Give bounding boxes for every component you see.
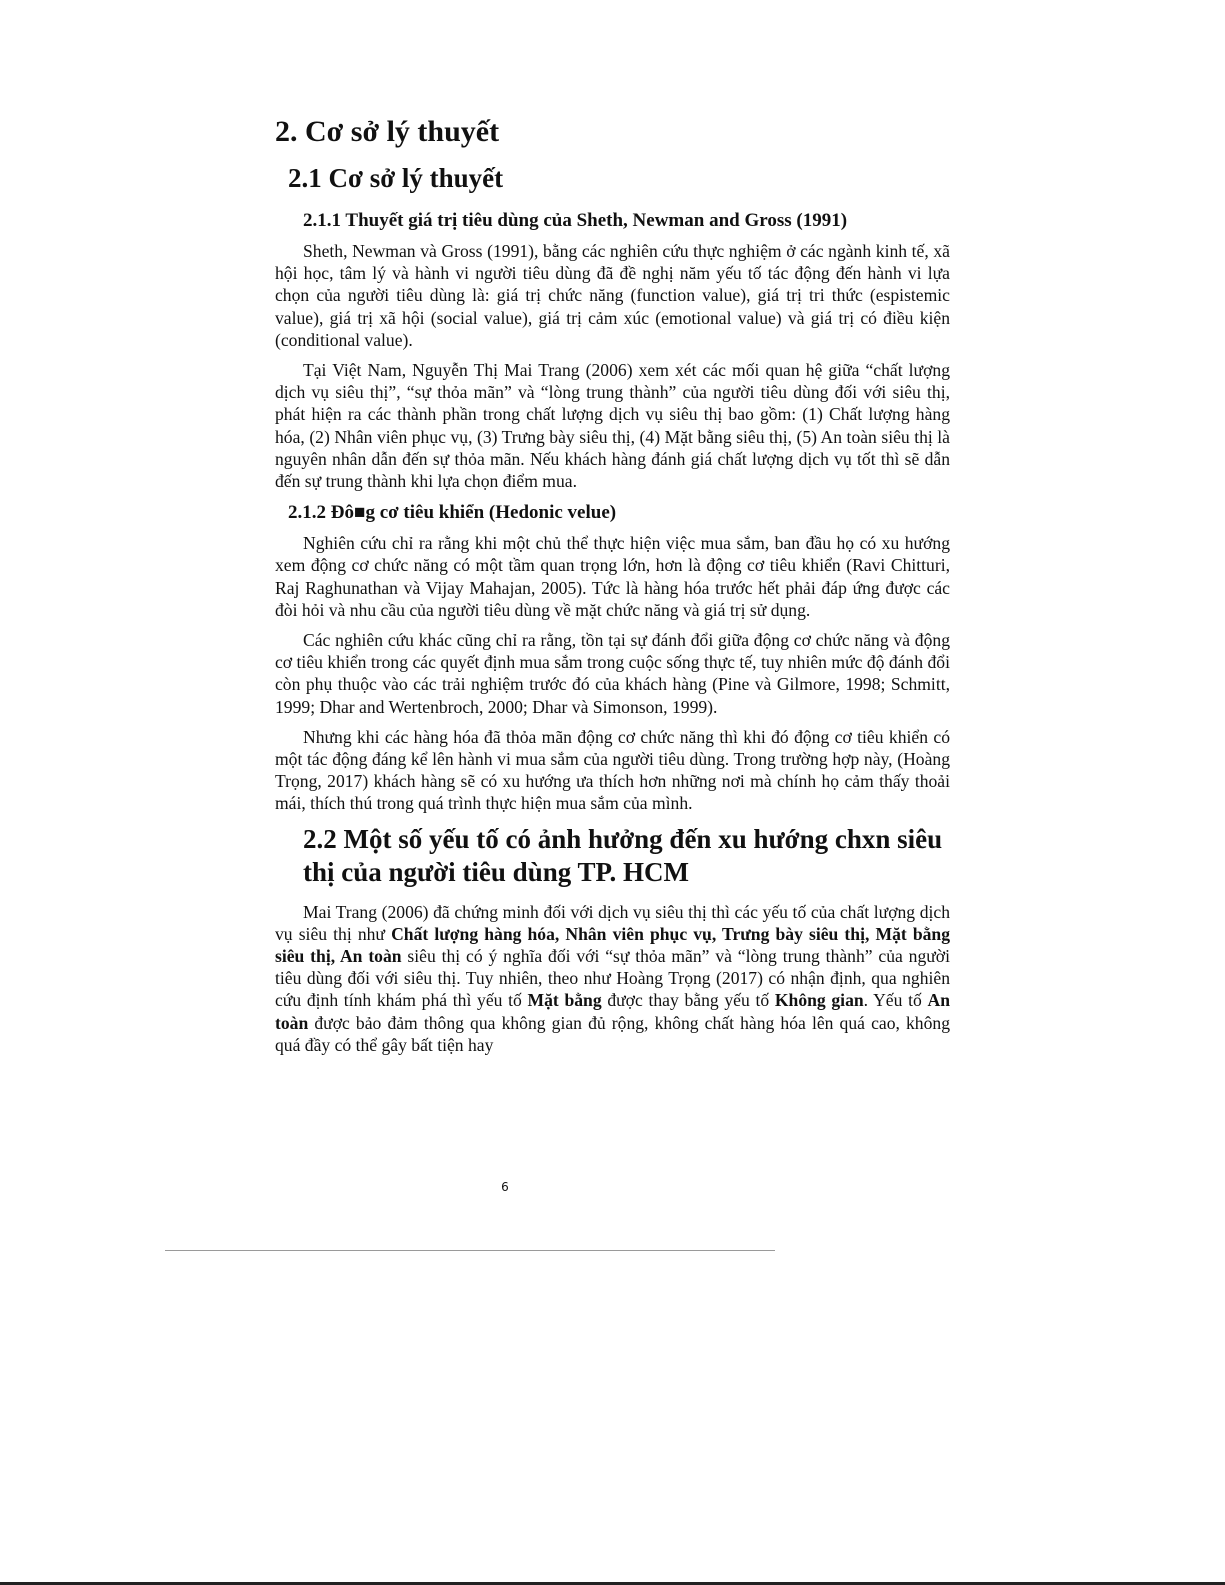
paragraph-factors-bold-1: Chất lượng hàng hóa, Nhân viên phục vụ, Trưng bày siêu thị, Mặt bằng siêu thị, An toàn [275,923,951,967]
paragraph-hedonic-2: Các nghiên cứu khác cũng chỉ ra rằng, tồn tại sự đánh đổi giữa động cơ chức năng và động cơ tiêu khiển trong các quyết định mua sắm trong cuộc sống thực tế, tuy nhiên mức độ đánh đổi còn phụ thuộc vào các trải nghiệm trước đó của khách hàng (Pine và Gilmore, 1998; Schmitt, 1999; Dhar and Wertenbroch, 2000; Dhar và Simonson, 1999). [275,630,950,717]
paragraph-sheth-theory: Sheth, Newman và Gross (1991), bằng các nghiên cứu thực nghiệm ở các ngành kinh tế, xã hội học, tâm lý và hành vi người tiêu dùng đã đề nghị năm yếu tố tác động đến hành vi lựa chọn của người tiêu dùng là: giá trị chức năng (function value), giá trị tri thức (espistemic value), giá trị xã hội (social value), giá trị cảm xúc (emotional value) và giá trị có điều kiện (conditional value). [275,241,950,350]
page-content [275,112,950,1064]
paragraph-factors-text-1: Mai Trang (2006) đã chứng minh đối với dịch vụ siêu thị thì các yếu tố của chất lượng dịch vụ siêu thị như [275,901,950,944]
page-number: 6 [501,1180,509,1194]
paragraph-hedonic-3: Nhưng khi các hàng hóa đã thỏa mãn động cơ chức năng thì khi đó động cơ tiêu khiển có một tác động đáng kể lên hành vi mua sắm của người tiêu dùng. Trong trường hợp này, (Hoàng Trọng, 2017) khách hàng sẽ có xu hướng ưa thích hơn những nơi mà chính họ cảm thấy thoải mái, thích thú trong quá trình thực hiện mua sắm của mình. [275,726,950,814]
paragraph-factors-text-2: siêu thị có ý nghĩa đối với “sự thỏa mãn” và “lòng trung thành” của người tiêu dùng đối với siêu thị. Tuy nhiên, theo như Hoàng Trọng (2017) có nhận định, qua nghiên cứu định tính khám phá thì yếu tố [275,946,951,1011]
paragraph-factors-bold-3: Không gian [774,990,864,1011]
footer-divider [165,1250,775,1251]
heading-chapter-2: 2. Cơ sở lý thuyết [275,115,500,148]
heading-subsection-2-1-2: 2.1.2 Đô■g cơ tiêu khiển (Hedonic velue) [288,502,617,524]
heading-section-2-2: 2.2 Một số yếu tố có ảnh hưởng đến xu hướng chxn siêu thị của người tiêu dùng TP. HCM [303,823,943,887]
heading-subsection-2-1-1: 2.1.1 Thuyết giá trị tiêu dùng của Sheth, Newman and Gross (1991) [303,210,848,231]
paragraph-factors-bold-2: Mặt bằng [527,990,602,1011]
heading-section-2-1: 2.1 Cơ sở lý thuyết [288,163,504,193]
paragraph-factors [275,901,950,1056]
paragraph-factors-text-4: . Yếu tố [863,990,928,1011]
paragraph-factors-text-3: được thay bằng yếu tố [601,990,775,1011]
paragraph-factors-text-5: được bảo đảm thông qua không gian đủ rộng, không chất hàng hóa lên quá cao, không quá đầy có thể gây bất tiện hay [275,1012,950,1055]
paragraph-factors-bold-4: An toàn [275,990,950,1033]
paragraph-vietnam-study: Tại Việt Nam, Nguyễn Thị Mai Trang (2006) xem xét các mối quan hệ giữa “chất lượng dịch vụ siêu thị”, “sự thỏa mãn” và “lòng trung thành” của người tiêu dùng đối với siêu thị, phát hiện ra các thành phần trong chất lượng dịch vụ siêu thị bao gồm: (1) Chất lượng hàng hóa, (2) Nhân viên phục vụ, (3) Trưng bày siêu thị, (4) Mặt bằng siêu thị, (5) An toàn siêu thị là nguyên nhân dẫn đến sự thỏa mãn. Nếu khách hàng đánh giá chất lượng dịch vụ tốt thì sẽ dẫn đến sự trung thành khi lựa chọn điểm mua. [275,360,950,492]
paragraph-hedonic-1: Nghiên cứu chỉ ra rằng khi một chủ thể thực hiện việc mua sắm, ban đầu họ có xu hướng xem động cơ chức năng có một tầm quan trọng lớn, hơn là động cơ tiêu khiển (Ravi Chitturi, Raj Raghunathan và Vijay Mahajan, 2005). Tức là hàng hóa trước hết phải đáp ứng được các đòi hỏi và nhu cầu của người tiêu dùng về mặt chức năng và giá trị sử dụng. [275,533,950,620]
